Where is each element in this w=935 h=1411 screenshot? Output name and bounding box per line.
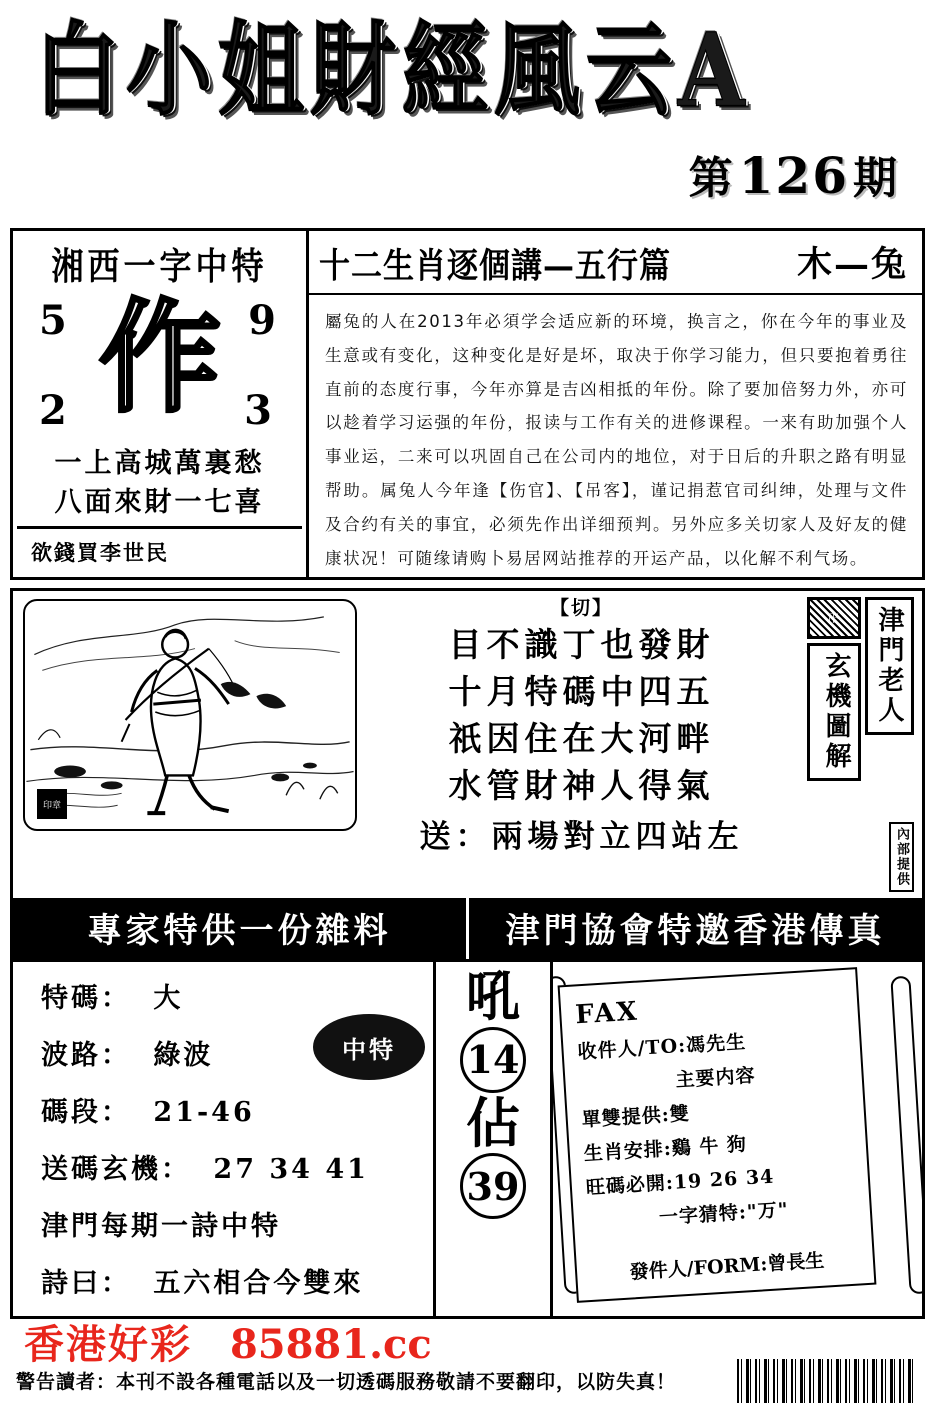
charm-couplet-line-2: 八面來財一七喜 xyxy=(54,486,265,518)
zodiac-article xyxy=(309,231,922,577)
fax-sender-label: 發件人/FORM: xyxy=(629,1253,769,1284)
fax-row-label: 生肖安排: xyxy=(583,1137,673,1166)
fax-row-label: 一字猜特: xyxy=(658,1201,748,1229)
tip-label: 送碼玄機： xyxy=(41,1154,191,1185)
charm-footer-text: 欲錢買李世民 xyxy=(17,526,302,573)
tip-row xyxy=(41,976,433,1015)
article-heading: 十二生肖逐個講—五行篇 xyxy=(319,245,671,287)
fax-row-label: 旺碼必開: xyxy=(585,1171,675,1200)
charm-number-top-right: 9 xyxy=(248,297,276,344)
article-header xyxy=(309,231,922,295)
picture-poem-section xyxy=(10,588,925,898)
tip-value: 大 xyxy=(153,983,184,1014)
tip-row xyxy=(41,1204,433,1243)
oval-seal-icon: 中特 xyxy=(313,1014,425,1080)
charm-number-top-left: 5 xyxy=(39,297,67,344)
fax-row-label: 單雙提供: xyxy=(581,1103,671,1132)
watermark xyxy=(24,1313,432,1370)
charm-title: 湘西一字中特 xyxy=(51,244,268,289)
article-body: 屬兔的人在2013年必須学会适应新的环境，换言之，你在今年的事业及生意或有变化，这种变化是好是坏，取决于你学习能力，但只要抱着勇往直前的态度行事，今年亦算是吉凶相抵的年份。除了要加倍努力外，亦可以趁着学习运强的年份，报读与工作有关的进修课程。一来有助加强个人事业运，二来可以巩固自己在公司内的地位，对于日后的升职之路有明显帮助。属兔人今年逢【伤官】、【吊客】，谨记捐惹官司纠绅，处理与文件及合约有关的事宜，必须先作出详细预判。另外应多关切家人及好友的健康状况！可随缘请购卜易居网站推荐的开运产品，以化解不利气场。 xyxy=(325,312,908,568)
tip-label: 碼段： xyxy=(41,1097,131,1128)
fax-sender-value: 曾長生 xyxy=(766,1249,825,1276)
stamp-icon: 卍 xyxy=(807,597,861,639)
watermark-site: 85881.cc xyxy=(229,1321,432,1368)
predictions-section xyxy=(10,959,925,1319)
warning-text: 警告讀者：本刊不設各種電話以及一切透碼服務敬請不要翻印，以防失真！ xyxy=(16,1371,677,1393)
fax-recipient-value: 馮先生 xyxy=(685,1031,747,1057)
fax-title: FAX xyxy=(574,996,640,1031)
poem-tag: 【切】 xyxy=(549,597,613,619)
tip-label: 津門每期一詩中特 xyxy=(41,1211,281,1242)
illustration-panel xyxy=(13,591,363,898)
banner-right: 津門協會特邀香港傳真 xyxy=(466,898,922,959)
number-word-top: 吼 xyxy=(466,964,520,1028)
poem-line: 水管財神人得氣 xyxy=(448,765,715,805)
tip-value: 綠波 xyxy=(153,1040,214,1071)
tip-value: 21-46 xyxy=(153,1097,255,1128)
fax-subject: 主要内容 xyxy=(674,1064,757,1092)
charm-couplet-line-1: 一上高城萬裏愁 xyxy=(54,447,265,479)
illustration-seal-icon: 印章 xyxy=(37,789,67,819)
poem-line: 祇因住在大河畔 xyxy=(448,718,715,758)
tip-label: 詩曰： xyxy=(41,1268,131,1299)
article-element-tag: 木—兔 xyxy=(796,244,908,285)
banner-left: 專家特供一份雜料 xyxy=(13,898,466,959)
fax-panel xyxy=(553,962,922,1316)
tip-value: 五六相合今雙來 xyxy=(153,1268,364,1299)
vertical-label-group xyxy=(804,591,922,898)
charm-panel xyxy=(13,231,309,577)
top-section xyxy=(10,228,925,580)
poem-send-line: 送：兩場對立四站左 xyxy=(419,819,744,856)
page-title: 白小姐財經風云A xyxy=(34,10,751,131)
issue-number: 126 xyxy=(738,146,849,205)
charm-number-bottom-right: 3 xyxy=(244,387,272,434)
section-banner-row xyxy=(10,898,925,959)
fax-row-value: 鷄 牛 狗 xyxy=(671,1133,748,1160)
fax-sender-row xyxy=(590,1243,863,1287)
fax-row-value: 19 26 34 xyxy=(673,1165,775,1194)
number-ball-top: 14 xyxy=(460,1027,526,1093)
watermark-brand: 香港好彩 xyxy=(24,1321,192,1368)
number-word-bottom: 佔 xyxy=(466,1090,520,1155)
charm-figure xyxy=(23,286,296,444)
tip-label: 波路： xyxy=(41,1040,131,1071)
tip-value: 27 34 41 xyxy=(213,1154,369,1185)
charm-couplet xyxy=(17,444,302,526)
number-ball-bottom: 39 xyxy=(460,1153,526,1219)
tip-row xyxy=(41,1147,433,1186)
barcode-icon xyxy=(737,1359,917,1403)
tip-row xyxy=(41,1090,433,1129)
issue-prefix: 第 xyxy=(688,153,735,204)
internal-supply-note: 內部提供 xyxy=(889,822,914,892)
lucky-number-column xyxy=(433,962,553,1316)
masthead xyxy=(0,0,935,228)
page-footer xyxy=(10,1319,925,1411)
issue-suffix: 期 xyxy=(853,153,899,204)
fax-roll-right xyxy=(890,976,922,1295)
fax-recipient-label: 收件人/TO: xyxy=(577,1034,687,1064)
charm-big-character: 作 xyxy=(98,286,221,430)
charm-number-bottom-left: 2 xyxy=(39,387,67,434)
poem-line: 十月特碼中四五 xyxy=(448,671,715,711)
fax-row-value: 雙 xyxy=(669,1102,691,1126)
poem-line: 目不識丁也發財 xyxy=(448,625,715,664)
vertical-label-left: 玄機圖解 xyxy=(807,643,861,781)
illustration-frame xyxy=(23,599,357,831)
fisherman-illustration xyxy=(25,601,355,829)
vertical-label-right: 津門老人 xyxy=(865,597,914,735)
fax-sheet xyxy=(558,967,877,1303)
tip-label: 特碼： xyxy=(41,983,131,1014)
poem-panel xyxy=(363,591,804,898)
tip-row xyxy=(41,1261,433,1300)
issue-label xyxy=(689,142,899,206)
fax-row-value: "万" xyxy=(746,1198,790,1224)
